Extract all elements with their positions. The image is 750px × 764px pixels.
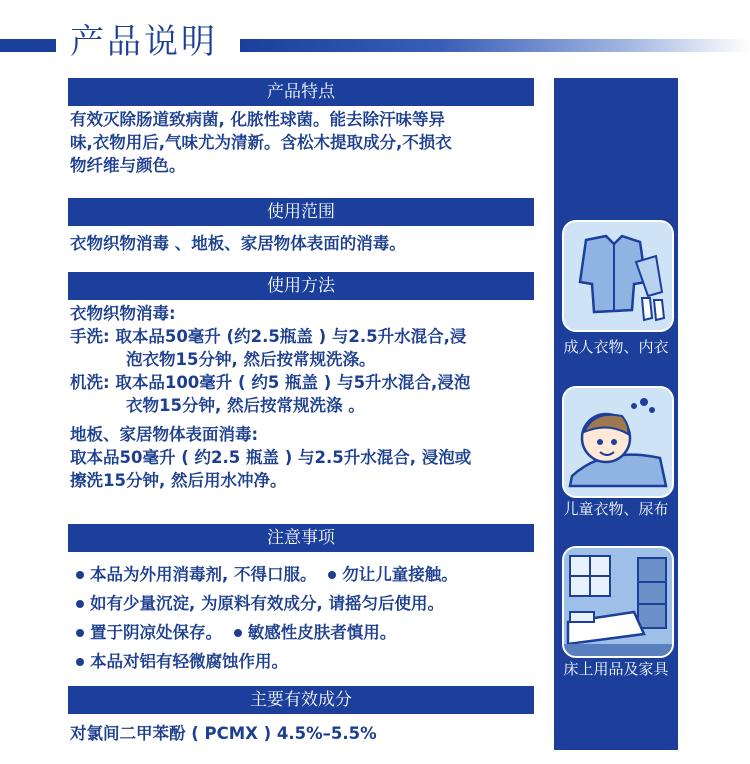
usage-sidebar: [554, 78, 678, 750]
notice-text: 本品为外用消毒剂, 不得口服。: [90, 565, 317, 584]
baby-icon: [562, 386, 674, 498]
method-line: 擦洗15分钟, 然后用水冲净。: [70, 471, 287, 490]
sidebar-item-label: 成人衣物、内衣: [563, 338, 669, 356]
notice-list: [70, 560, 536, 676]
notice-text: 勿让儿童接触。: [342, 565, 458, 584]
method-line: 取本品50毫升 ( 约2.5 瓶盖 ) 与2.5升水混合, 浸泡或: [70, 448, 472, 467]
bedroom-icon: [562, 546, 674, 658]
notice-item: [70, 647, 536, 676]
scope-line: 衣物织物消毒 、地板、家居物体表面的消毒。: [70, 234, 406, 253]
page-title: 产品说明: [70, 22, 218, 62]
bullet-dot: [76, 600, 84, 608]
scope-text: [70, 232, 536, 255]
method-text: [70, 302, 536, 492]
method-line: 衣物15分钟, 然后按常规洗涤 。: [126, 396, 365, 415]
bullet-dot: [328, 571, 336, 579]
section-title-scope: 使用范围: [68, 198, 534, 226]
notice-item: [70, 560, 536, 589]
method-line: 衣物织物消毒:: [70, 304, 176, 323]
bullet-dot: [76, 571, 84, 579]
notice-text: 敏感性皮肤者慎用。: [247, 623, 397, 642]
features-line: 味,衣物用后,气味尤为清新。含松木提取成分,不损衣: [70, 133, 452, 152]
section-title-features: 产品特点: [68, 78, 534, 106]
section-title-ingredients: 主要有效成分: [68, 686, 534, 714]
sidebar-item-label: 儿童衣物、尿布: [563, 500, 669, 518]
section-title-method: 使用方法: [68, 272, 534, 300]
notice-text: 置于阴凉处保存。: [90, 623, 222, 642]
sidebar-item-label: 床上用品及家具: [563, 660, 669, 678]
ingredients-text: [70, 722, 536, 745]
notice-item: [70, 589, 536, 618]
bullet-dot: [234, 629, 242, 637]
method-line: 泡衣物15分钟, 然后按常规洗涤。: [126, 350, 376, 369]
clothes-icon: [562, 220, 674, 332]
method-line: 机洗: 取本品100毫升 ( 约5 瓶盖 ) 与5升水混合,浸泡: [70, 373, 471, 392]
bullet-dot: [76, 658, 84, 666]
notice-text: 如有少量沉淀, 为原料有效成分, 请摇匀后使用。: [90, 594, 445, 613]
features-line: 有效灭除肠道致病菌, 化脓性球菌。能去除汗味等异: [70, 110, 446, 129]
header-left-bar: [0, 39, 56, 52]
notice-text: 本品对铝有轻微腐蚀作用。: [90, 652, 288, 671]
method-line: 地板、家居物体表面消毒:: [70, 425, 259, 444]
section-title-notice: 注意事项: [68, 524, 534, 552]
features-text: [70, 108, 536, 177]
header-right-bar: [240, 39, 750, 52]
bullet-dot: [76, 629, 84, 637]
ingredients-line: 对氯间二甲苯酚 ( PCMX ) 4.5%–5.5%: [70, 724, 377, 743]
notice-item: [70, 618, 536, 647]
features-line: 物纤维与颜色。: [70, 156, 186, 175]
method-line: 手洗: 取本品50毫升 (约2.5瓶盖 ) 与2.5升水混合,浸: [70, 327, 467, 346]
